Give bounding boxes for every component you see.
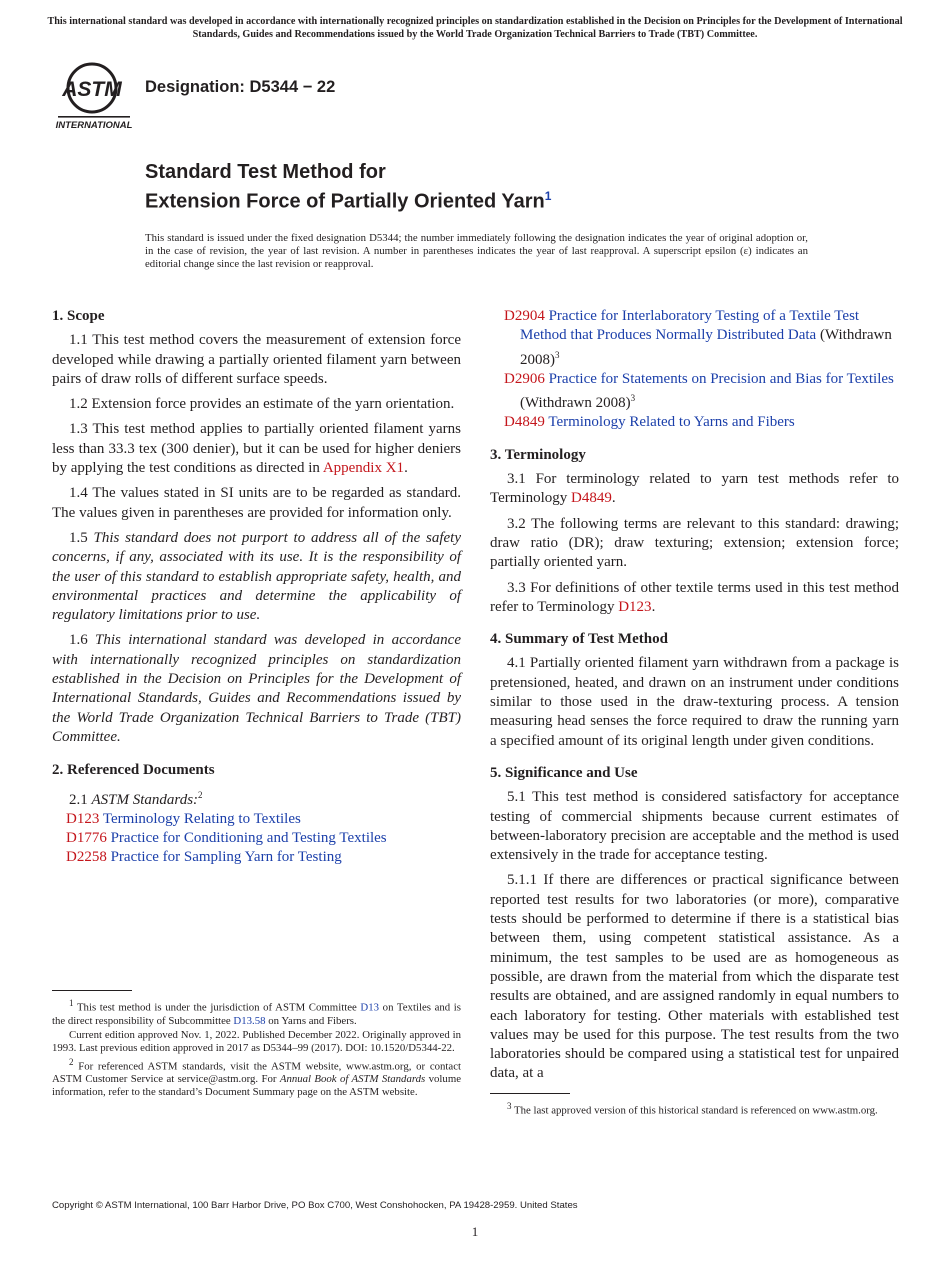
ref-title-d2258[interactable]: Practice for Sampling Yarn for Testing xyxy=(110,849,342,866)
footnote-1-edition: Current edition approved Nov. 1, 2022. Published December 2022. Originally approved in 1993. Last previous edition approved in 2017 as D5344–99 (2017). DOI: 10.1520/D5344-22. xyxy=(52,1028,461,1054)
scope-1-6 xyxy=(52,631,461,747)
copyright: Copyright © ASTM International, 100 Barr Harbor Drive, PO Box C700, West Conshohocken, PA 19428-2959. United States xyxy=(52,1200,578,1211)
summary-4-1: 4.1 Partially oriented filament yarn withdrawn from a package is pretensioned, heated, and drawn on an instrument under conditions similar to those used in the draw-texturing process. A tension measuring head senses the force required to draw the running yarn a specified amount of its original length under given conditions. xyxy=(490,655,899,749)
terminology-3-3-end: . xyxy=(651,598,656,615)
top-notice: This international standard was developed in accordance with internationally recognized principles on standardization established in the Decision on Principles for the Development of International Standards, Guides and Recommendations issued by the World Trade Organization Technical Barriers to Trade (TBT) Committee. xyxy=(47,16,903,40)
scope-1-5-num: 1.5 xyxy=(69,529,88,546)
scope-1-4: 1.4 The values stated in SI units are to be regarded as standard. The values given in parentheses are provided for information only. xyxy=(52,485,461,521)
ref-code-d1776[interactable]: D1776 xyxy=(66,830,107,847)
significance-5-1-1: 5.1.1 If there are differences or practical significance between reported test results for two laboratories (or more), comparative tests should be performed to determine if there is a statistical bias between them, using competent statistical assistance. As a minimum, the test samples to be used are as homogeneous as possible, are drawn from the material from which the disparate test results are obtained, and are assigned randomly in equal numbers to each laboratory for testing. Other materials with established test values may be used for this purpose. The test results from the two laboratories should be compared using a statistical test for unpaired data, at a xyxy=(490,872,899,1082)
section-heading-scope: 1. Scope xyxy=(52,308,105,324)
ref-sup-d2904: 3 xyxy=(555,349,560,360)
section-heading-summary: 4. Summary of Test Method xyxy=(490,631,668,648)
astm-standards-intro xyxy=(52,786,461,810)
footnote-1-text-c: on Yarns and Fibers. xyxy=(268,1014,357,1027)
committee-d13-link[interactable]: D13 xyxy=(360,1001,380,1014)
ref-item-d1776[interactable] xyxy=(52,829,461,848)
ref-title-d2906[interactable]: Practice for Statements on Precision and Bias for Textiles xyxy=(548,370,894,387)
section-heading-significance: 5. Significance and Use xyxy=(490,764,638,781)
scope-1-5 xyxy=(52,529,461,625)
astm-logo xyxy=(52,56,136,136)
footnote-2-italic: Annual Book of ASTM Standards xyxy=(279,1073,426,1086)
ref-code-d2906[interactable]: D2906 xyxy=(504,370,545,387)
scope-1-6-text: This international standard was developed in accordance with internationally recognized principles on standardization established in the Decision on Principles for the Development of International Standards, Guides and Recommendations issued by the World Trade Organization Technical Barriers to Trade (TBT) Committee. xyxy=(52,632,461,745)
footnote-3-text: The last approved version of this historical standard is referenced on www.astm.org. xyxy=(514,1104,878,1117)
page-number: 1 xyxy=(471,1224,479,1239)
ref-note-d2904: (Withdrawn 2008) xyxy=(520,327,892,368)
right-column xyxy=(490,307,899,1090)
refdocs-intro-sup: 2 xyxy=(198,789,203,800)
footnotes-right xyxy=(490,1093,899,1119)
refdocs-intro-num: 2.1 xyxy=(69,791,88,808)
scope-1-3 xyxy=(52,420,461,478)
terminology-3-1 xyxy=(490,470,899,509)
scope-1-3-text: 1.3 This test method applies to partially oriented filament yarns less than 33.3 tex (300 denier), but it can be used for higher deniers by applying the test conditions as directed in xyxy=(52,421,461,477)
ref-item-d2904[interactable] xyxy=(490,307,899,370)
footnote-3 xyxy=(490,1100,899,1118)
scope-1-1: 1.1 This test method covers the measurement of extension force developed while drawing a partially oriented filament yarn between pairs of draw rolls of different surface speeds. xyxy=(52,332,461,387)
terminology-3-2: 3.2 The following terms are relevant to this standard: drawing; draw ratio (DR); draw texturing; extension; extension force; partially oriented yarn. xyxy=(490,515,899,571)
footnote-1 xyxy=(52,997,461,1028)
significance-5-1: 5.1 This test method is considered satisfactory for acceptance testing of commercial shipments because current estimates of between-laboratory precision are acceptable and the method is used extensively in the trade for acceptance testing. xyxy=(490,789,899,864)
ref-item-d4849[interactable] xyxy=(490,413,899,432)
scope-1-3-end: . xyxy=(404,460,408,477)
scope-1-5-text: This standard does not purport to address all of the safety concerns, if any, associated with its use. It is the responsibility of the user of this standard to establish appropriate safety, health, and environmental practices and determine the applicability of regulatory limitations prior to use. xyxy=(52,529,462,624)
designation: Designation: D5344 − 22 xyxy=(145,78,336,96)
ref-code-d4849[interactable]: D4849 xyxy=(504,414,545,431)
terminology-3-1-end: . xyxy=(611,490,616,507)
terminology-d123-link[interactable]: D123 xyxy=(618,598,652,615)
appendix-x1-link[interactable]: Appendix X1 xyxy=(322,460,405,477)
title-footnote-ref[interactable]: 1 xyxy=(544,189,552,203)
ref-item-d2258[interactable] xyxy=(52,848,461,867)
footnote-1-text-b: on Textiles and is the direct responsibility of Subcommittee xyxy=(52,1001,461,1027)
title-line1: Standard Test Method for xyxy=(145,161,386,183)
footnote-1-sup: 1 xyxy=(69,998,74,1008)
title-line2 xyxy=(145,184,551,214)
issue-note: This standard is issued under the fixed designation D5344; the number immediately following the designation indicates the year of original adoption or, in the case of revision, the year of last revision. A number in parentheses indicates the year of last reapproval. A superscript epsilon (ε) indicates an editorial change since the last revision or reapproval. xyxy=(145,232,808,270)
footnote-1-text-a: This test method is under the jurisdiction of ASTM Committee xyxy=(76,1001,357,1014)
ref-item-d2906[interactable] xyxy=(490,370,899,414)
logo-text: ASTM xyxy=(62,78,122,101)
footnote-2-text-a: For referenced ASTM standards, visit the ASTM website, www.astm.org, or contact ASTM Customer Service at service@astm.org. For xyxy=(52,1060,461,1086)
section-heading-terminology: 3. Terminology xyxy=(490,446,586,463)
terminology-3-3 xyxy=(490,579,899,618)
footnotes-left xyxy=(52,990,461,1100)
ref-title-d2904[interactable]: Practice for Interlaboratory Testing of a Textile Test Method that Produces Normally Distributed Data xyxy=(520,308,860,344)
ref-item-d123[interactable] xyxy=(52,810,461,829)
ref-code-d2904[interactable]: D2904 xyxy=(504,308,545,324)
terminology-3-3-text: 3.3 For definitions of other textile terms used in this test method refer to Terminology xyxy=(490,579,899,615)
scope-1-2: 1.2 Extension force provides an estimate of the yarn orientation. xyxy=(69,396,455,413)
ref-code-d123[interactable]: D123 xyxy=(66,810,100,827)
ref-sup-d2906: 3 xyxy=(630,393,636,404)
terminology-d4849-link[interactable]: D4849 xyxy=(571,490,612,507)
footnote-rule xyxy=(52,990,132,991)
ref-title-d123[interactable]: Terminology Relating to Textiles xyxy=(102,810,301,827)
refdocs-intro-text: ASTM Standards: xyxy=(91,791,199,808)
subcommittee-d13-58-link[interactable]: D13.58 xyxy=(233,1014,266,1027)
scope-1-6-num: 1.6 xyxy=(69,632,88,649)
section-heading-referenced-documents: 2. Referenced Documents xyxy=(52,762,215,779)
footnote-2-sup: 2 xyxy=(69,1056,74,1067)
ref-title-d4849[interactable]: Terminology Related to Yarns and Fibers xyxy=(548,414,795,431)
terminology-3-1-text: 3.1 For terminology related to yarn test methods refer to Terminology xyxy=(490,471,899,507)
ref-code-d2258[interactable]: D2258 xyxy=(66,849,107,866)
document-title xyxy=(145,160,551,214)
ref-title-d1776[interactable]: Practice for Conditioning and Testing Textiles xyxy=(110,830,387,847)
footnote-2 xyxy=(52,1056,461,1100)
footnote-rule-right xyxy=(490,1093,570,1094)
ref-note-d2906: (Withdrawn 2008) xyxy=(520,395,631,412)
left-column xyxy=(52,307,461,868)
title-line2-text: Extension Force of Partially Oriented Yarn xyxy=(145,190,545,213)
footnote-2-text-b: volume information, refer to the standard’s Document Summary page on the ASTM website. xyxy=(52,1073,462,1099)
logo-subtext: INTERNATIONAL xyxy=(55,120,133,131)
footnote-3-sup: 3 xyxy=(507,1101,512,1111)
